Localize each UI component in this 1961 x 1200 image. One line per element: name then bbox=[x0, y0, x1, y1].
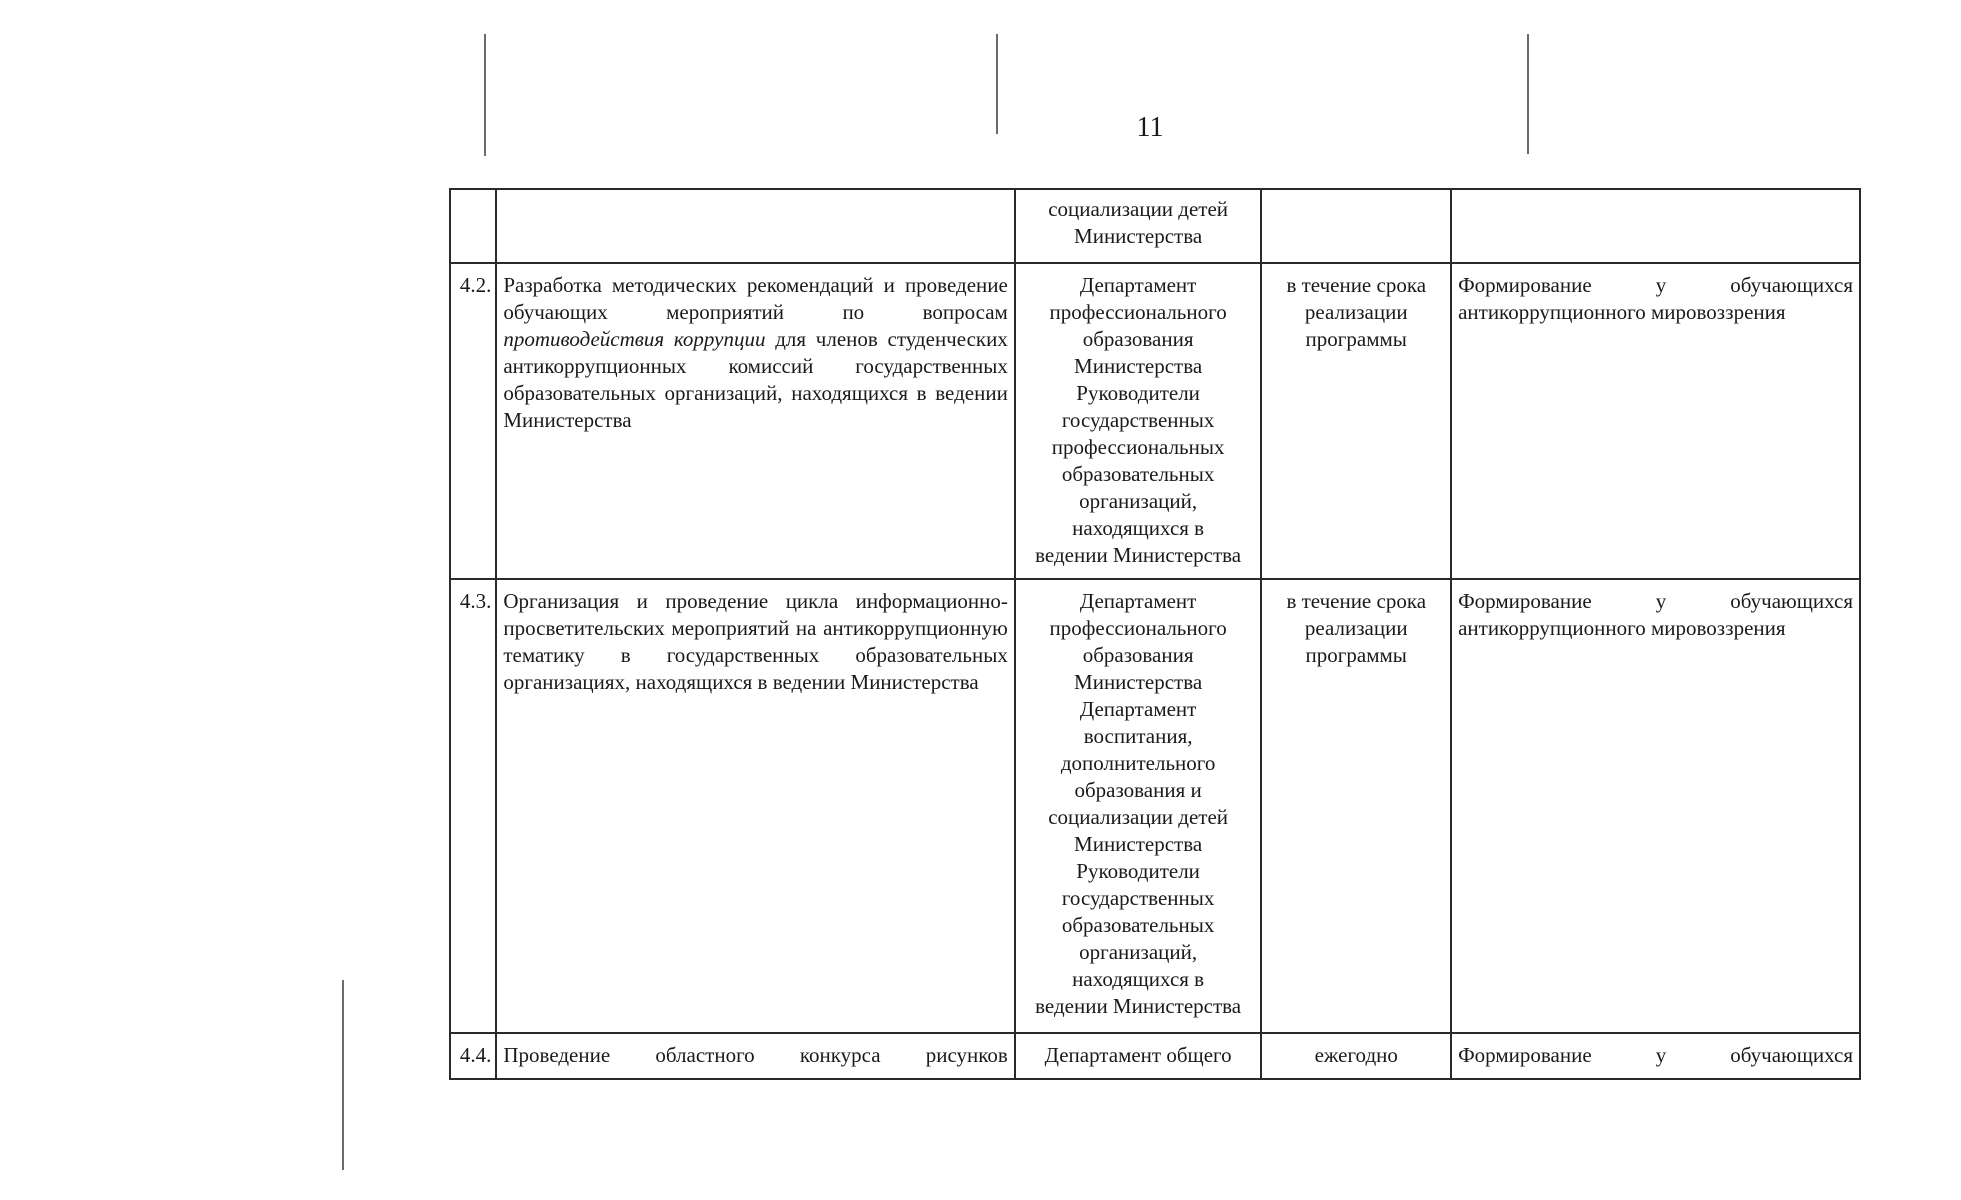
cell-term bbox=[1261, 189, 1451, 263]
responsible-line: образовательных bbox=[1061, 913, 1215, 937]
cell-activity bbox=[496, 263, 1014, 579]
activity-plan-table bbox=[449, 188, 1861, 1080]
responsible-line: Департамент bbox=[1079, 273, 1197, 297]
responsible-line: образования и bbox=[1074, 778, 1202, 802]
term-line: программы bbox=[1305, 327, 1407, 351]
scan-artifact-line bbox=[996, 34, 998, 134]
cell-term bbox=[1261, 263, 1451, 579]
cell-responsible: Департамент общего bbox=[1015, 1033, 1262, 1079]
cell-activity: Организация и проведение цикла информационно-просветительских мероприятий на антикоррупционную тематику в государственных образовательных организациях, находящихся в ведении Министерства bbox=[496, 579, 1014, 1033]
table-row-4-4 bbox=[450, 1033, 1860, 1079]
term-line: реализации bbox=[1304, 616, 1408, 640]
cell-responsible bbox=[1015, 579, 1262, 1033]
term-line: реализации bbox=[1304, 300, 1408, 324]
responsible-line: организаций, bbox=[1079, 489, 1198, 513]
cell-number: 4.2. bbox=[450, 263, 496, 579]
responsible-line: социализации детей bbox=[1048, 197, 1229, 221]
responsible-line: профессионального bbox=[1049, 300, 1227, 324]
cell-term: ежегодно bbox=[1261, 1033, 1451, 1079]
term-line: программы bbox=[1305, 643, 1407, 667]
responsible-line: социализации детей bbox=[1048, 805, 1229, 829]
cell-result: Формирование у обучающихся антикоррупционного мировоззрения bbox=[1451, 263, 1860, 579]
cell-number: 4.3. bbox=[450, 579, 496, 1033]
activity-text-italic: противодействия коррупции bbox=[503, 327, 766, 351]
responsible-line: ведении Министерства bbox=[1035, 994, 1242, 1018]
responsible-line: образования bbox=[1082, 643, 1194, 667]
responsible-line: воспитания, bbox=[1083, 724, 1193, 748]
cell-number: 4.4. bbox=[450, 1033, 496, 1079]
responsible-line: находящихся в bbox=[1072, 516, 1205, 540]
responsible-line: Министерства bbox=[1074, 832, 1203, 856]
responsible-line: профессиональных bbox=[1051, 435, 1225, 459]
responsible-line: государственных bbox=[1061, 408, 1215, 432]
term-line: в течение срока bbox=[1286, 273, 1427, 297]
table-row-continuation bbox=[450, 189, 1860, 263]
cell-result bbox=[1451, 189, 1860, 263]
page-number: 11 bbox=[1136, 112, 1164, 143]
responsible-line: Министерства bbox=[1074, 670, 1203, 694]
responsible-line: ведении Министерства bbox=[1035, 543, 1242, 567]
activity-text: Разработка методических рекомендаций и проведение обучающих мероприятий по вопросам bbox=[503, 273, 1008, 324]
responsible-line: образования bbox=[1082, 327, 1194, 351]
table-row-4-3 bbox=[450, 579, 1860, 1033]
responsible-line: организаций, bbox=[1079, 940, 1198, 964]
cell-responsible bbox=[1015, 189, 1262, 263]
cell-activity bbox=[496, 189, 1014, 263]
cell-number bbox=[450, 189, 496, 263]
responsible-line: государственных bbox=[1061, 886, 1215, 910]
responsible-line: Руководители bbox=[1076, 859, 1200, 883]
activity-text: для членов студенческих антикоррупционных комиссий государственных образовательных организаций, находящихся в ведении Министерства bbox=[503, 327, 1008, 432]
cell-responsible bbox=[1015, 263, 1262, 579]
responsible-line: Министерства bbox=[1074, 224, 1203, 248]
table-row-4-2 bbox=[450, 263, 1860, 579]
cell-result: Формирование у обучающихся bbox=[1451, 1033, 1860, 1079]
cell-term bbox=[1261, 579, 1451, 1033]
responsible-line: Департамент bbox=[1079, 589, 1197, 613]
responsible-line: находящихся в bbox=[1072, 967, 1205, 991]
responsible-line: Департамент bbox=[1079, 697, 1197, 721]
responsible-line: профессионального bbox=[1049, 616, 1227, 640]
scan-artifact-line bbox=[1527, 34, 1529, 154]
scan-artifact-line bbox=[342, 980, 344, 1170]
responsible-line: дополнительного bbox=[1060, 751, 1216, 775]
cell-activity: Проведение областного конкурса рисунков bbox=[496, 1033, 1014, 1079]
cell-result: Формирование у обучающихся антикоррупционного мировоззрения bbox=[1451, 579, 1860, 1033]
scan-artifact-line bbox=[484, 34, 486, 156]
responsible-line: Министерства bbox=[1074, 354, 1203, 378]
term-line: в течение срока bbox=[1286, 589, 1427, 613]
responsible-line: Руководители bbox=[1076, 381, 1200, 405]
responsible-line: образовательных bbox=[1061, 462, 1215, 486]
